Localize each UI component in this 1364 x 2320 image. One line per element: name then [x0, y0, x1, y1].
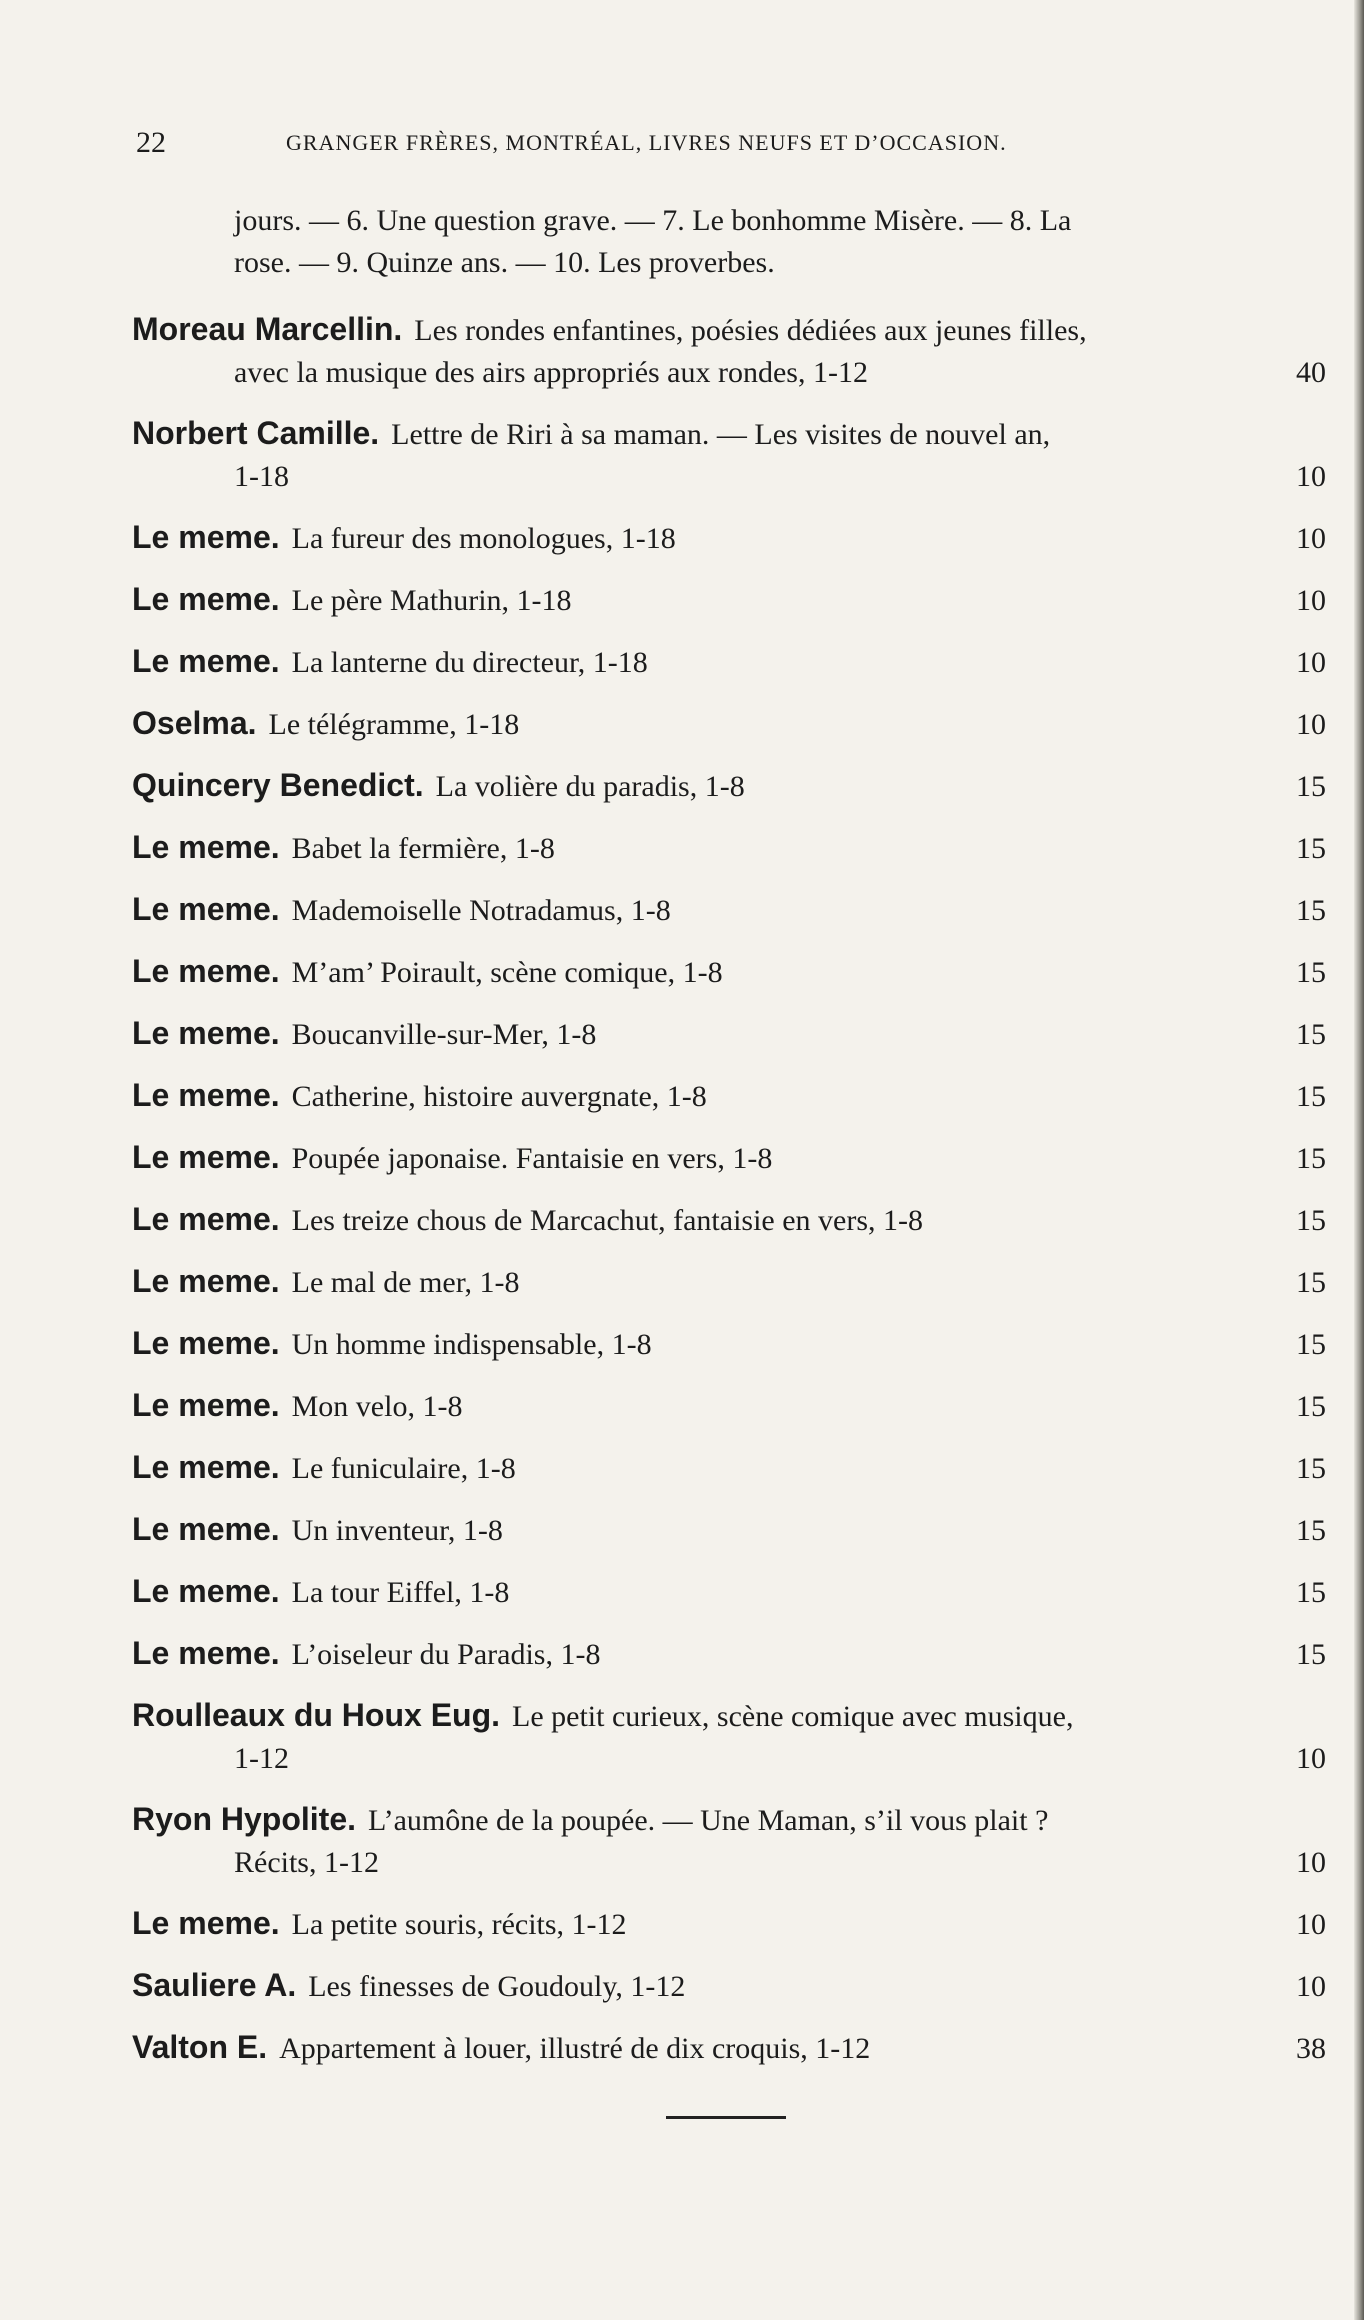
entry-price: 10: [1296, 1908, 1326, 1941]
page-number: 22: [136, 126, 166, 159]
catalog-entry: [132, 640, 1326, 684]
catalog-entry: [132, 578, 1326, 622]
closing-rule: [666, 2116, 786, 2119]
entry-price: 15: [1296, 832, 1326, 865]
entry-author: Le meme.: [132, 1573, 280, 1609]
entry-price: 15: [1296, 770, 1326, 803]
entry-author: Le meme.: [132, 891, 280, 927]
catalog-entry: [132, 1384, 1326, 1428]
catalog-entry: [132, 1632, 1326, 1676]
entry-price: 10: [1296, 1742, 1326, 1775]
continuation-text: jours. — 6. Une question grave. — 7. Le bonhomme Misère. — 8. La rose. — 9. Quinze ans. — 10. Les proverbes.: [234, 204, 1072, 279]
entry-title: Babet la fermière, 1-8: [291, 832, 555, 865]
entry-price: 15: [1296, 956, 1326, 989]
entry-price: 10: [1296, 1846, 1326, 1879]
entry-price: 15: [1296, 1390, 1326, 1423]
entry-author: Le meme.: [132, 1201, 280, 1237]
entry-title: Les finesses de Goudouly, 1-12: [308, 1970, 686, 2003]
entry-title: Boucanville-sur-Mer, 1-8: [291, 1018, 597, 1051]
entry-price: 15: [1296, 1142, 1326, 1175]
catalog-entry: [132, 1798, 1326, 1884]
catalog-entry: [132, 1198, 1326, 1242]
page-edge: [1354, 0, 1364, 2320]
entry-title: Mon velo, 1-8: [291, 1390, 463, 1423]
catalog-entry: [132, 1074, 1326, 1118]
entry-author: Le meme.: [132, 1139, 280, 1175]
entry-title: Catherine, histoire auvergnate, 1-8: [291, 1080, 707, 1113]
catalog-entry: [132, 1136, 1326, 1180]
entry-title: Le funiculaire, 1-8: [291, 1452, 516, 1485]
entry-author: Le meme.: [132, 1387, 280, 1423]
entry-author: Le meme.: [132, 1635, 280, 1671]
entry-price: 15: [1296, 894, 1326, 927]
entry-price: 10: [1296, 584, 1326, 617]
running-head: GRANGER FRÈRES, MONTRÉAL, LIVRES NEUFS ET D’OCCASION.: [286, 130, 1007, 155]
entry-price: 38: [1296, 2032, 1326, 2065]
entry-author: Roulleaux du Houx Eug.: [132, 1697, 501, 1733]
catalog-entry: [132, 1508, 1326, 1552]
page-header: [136, 126, 1196, 166]
catalog-entry: [132, 516, 1326, 560]
entry-author: Le meme.: [132, 581, 280, 617]
entry-title: La lanterne du directeur, 1-18: [291, 646, 648, 679]
entry-author: Valton E.: [132, 2029, 268, 2065]
entry-title: Appartement à louer, illustré de dix croquis, 1-12: [279, 2032, 871, 2065]
catalog-entry: [132, 2026, 1326, 2070]
entry-title: Lettre de Riri à sa maman. — Les visites de nouvel an,: [391, 418, 1051, 451]
entry-title: L’oiseleur du Paradis, 1-8: [291, 1638, 601, 1671]
entry-title: Un inventeur, 1-8: [291, 1514, 503, 1547]
entry-author: Sauliere A.: [132, 1967, 297, 2003]
entry-title: Poupée japonaise. Fantaisie en vers, 1-8: [291, 1142, 773, 1175]
entry-price: 10: [1296, 1970, 1326, 2003]
entry-title: La tour Eiffel, 1-8: [291, 1576, 510, 1609]
entry-price: 15: [1296, 1514, 1326, 1547]
catalog-entry: [132, 1322, 1326, 1366]
entry-author: Norbert Camille.: [132, 415, 380, 451]
entry-title: Les treize chous de Marcachut, fantaisie en vers, 1-8: [291, 1204, 924, 1237]
entry-title: Le télégramme, 1-18: [268, 708, 520, 741]
catalog-entry: [132, 1260, 1326, 1304]
catalog-entry: [132, 1446, 1326, 1490]
catalog-entry: [132, 1012, 1326, 1056]
entry-title-continued: 1-18: [234, 460, 289, 493]
entry-author: Le meme.: [132, 1905, 280, 1941]
catalog-entry: [132, 412, 1326, 498]
entry-author: Le meme.: [132, 1511, 280, 1547]
catalog-entry: [132, 1902, 1326, 1946]
entry-author: Quincery Benedict.: [132, 767, 424, 803]
entry-price: 15: [1296, 1080, 1326, 1113]
entry-author: Le meme.: [132, 953, 280, 989]
entry-author: Le meme.: [132, 1449, 280, 1485]
entry-title: La volière du paradis, 1-8: [435, 770, 745, 803]
catalog-entry: [132, 1570, 1326, 1614]
entry-author: Le meme.: [132, 519, 280, 555]
entry-title: Le père Mathurin, 1-18: [291, 584, 572, 617]
entry-price: 40: [1296, 356, 1326, 389]
entry-title: M’am’ Poirault, scène comique, 1-8: [291, 956, 723, 989]
entry-price: 10: [1296, 646, 1326, 679]
catalog-entry: [132, 950, 1326, 994]
catalog-entry: [132, 1694, 1326, 1780]
entry-price: 15: [1296, 1018, 1326, 1051]
catalog-entry: [132, 826, 1326, 870]
entry-price: 10: [1296, 460, 1326, 493]
entry-price: 10: [1296, 522, 1326, 555]
entry-price: 10: [1296, 708, 1326, 741]
catalog-list: [132, 200, 1326, 2088]
entry-author: Le meme.: [132, 829, 280, 865]
entry-price: 15: [1296, 1452, 1326, 1485]
entry-title-continued: Récits, 1-12: [234, 1846, 379, 1879]
entry-title: Le petit curieux, scène comique avec musique,: [512, 1700, 1074, 1733]
entry-author: Ryon Hypolite.: [132, 1801, 357, 1837]
entry-price: 15: [1296, 1266, 1326, 1299]
entry-price: 15: [1296, 1576, 1326, 1609]
catalog-entry: [132, 1964, 1326, 2008]
entry-price: 15: [1296, 1328, 1326, 1361]
entry-title: La petite souris, récits, 1-12: [291, 1908, 627, 1941]
entry-author: Oselma.: [132, 705, 257, 741]
entry-title: Mademoiselle Notradamus, 1-8: [291, 894, 671, 927]
entry-title: Un homme indispensable, 1-8: [291, 1328, 652, 1361]
catalog-entry: [132, 308, 1326, 394]
entry-author: Le meme.: [132, 643, 280, 679]
entry-price: 15: [1296, 1204, 1326, 1237]
entry-list: [132, 308, 1326, 2070]
entry-author: Le meme.: [132, 1015, 280, 1051]
entry-author: Le meme.: [132, 1077, 280, 1113]
entry-author: Le meme.: [132, 1263, 280, 1299]
entry-price: 15: [1296, 1638, 1326, 1671]
entry-title: Le mal de mer, 1-8: [291, 1266, 520, 1299]
entry-title: Les rondes enfantines, poésies dédiées aux jeunes filles,: [414, 314, 1087, 347]
entry-title-continued: 1-12: [234, 1742, 289, 1775]
entry-title: La fureur des monologues, 1-18: [291, 522, 676, 555]
catalog-entry: [132, 702, 1326, 746]
entry-title: L’aumône de la poupée. — Une Maman, s’il vous plait ?: [368, 1804, 1049, 1837]
entry-title-continued: avec la musique des airs appropriés aux rondes, 1-12: [234, 356, 868, 389]
entry-author: Le meme.: [132, 1325, 280, 1361]
entry-author: Moreau Marcellin.: [132, 311, 403, 347]
catalog-entry: [132, 888, 1326, 932]
catalog-entry: [132, 764, 1326, 808]
